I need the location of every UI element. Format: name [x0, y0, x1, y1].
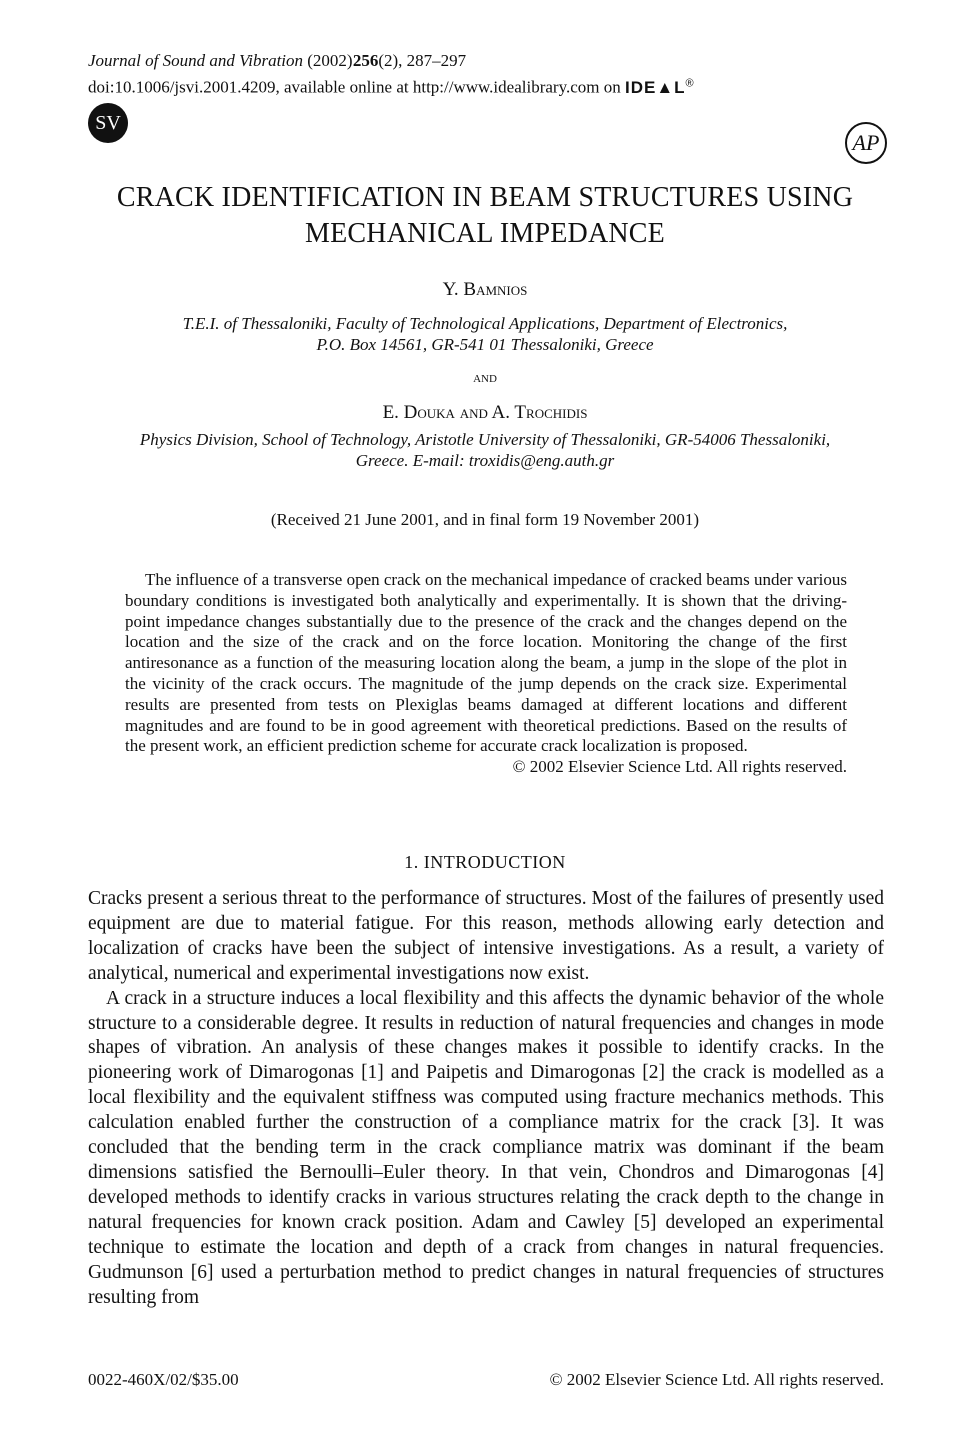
- affiliation-2-line-1: Physics Division, School of Technology, Aristotle University of Thessaloniki, GR-54006 Thessaloniki,: [139, 430, 831, 449]
- author-1: Y. Bamnios: [442, 279, 528, 300]
- journal-volume: 256: [352, 51, 379, 70]
- intro-paragraph-1: Cracks present a serious threat to the performance of structures. Most of the failures of presently used equipment are due to material fatigue. For this reason, methods allowing early detection and localization of cracks have been the subject of intensive investigations. As a result, a variety of analytical, numerical and experimental investigations now exist.: [88, 888, 884, 984]
- abstract-text: The influence of a transverse open crack on the mechanical impedance of cracked beams under various boundary conditions is investigated both analytically and experimentally. It is shown that the driving-point impedance changes substantially due to the presence of the crack and the changes depend on the location and the size of the crack and on the force location. Monitoring the change of the first antiresonance as a function of the measuring location along the beam, a jump in the slope of the plot in the vicinity of the crack occurs. The magnitude of the jump depends on the crack size. Experimental results are presented from tests on Plexiglas beams damaged at different locations and different magnitudes and are found to be in good agreement with theoretical predictions. Based on the results of the present work, an efficient prediction scheme for accurate crack localization is proposed.: [125, 570, 847, 756]
- introduction-body: [88, 887, 884, 1310]
- ideal-logo: IDE▲L®: [624, 77, 695, 97]
- affiliation-2-line-2: Greece. E-mail: troxidis@eng.auth.gr: [355, 451, 615, 470]
- intro-paragraph-2: A crack in a structure induces a local flexibility and this affects the dynamic behavior of the whole structure to a considerable degree. It results in reduction of natural frequencies and changes in mode shapes of vibration. An analysis of these changes makes it possible to identify cracks. In the pioneering work of Dimarogonas [1] and Paipetis and Dimarogonas [2] the crack is modelled as a local flexibility and the equivalent stiffness was computed using fracture mechanics methods. This calculation enabled further the construction of a compliance matrix for the crack [3]. It was concluded that the bending term in the crack compliance matrix was dominant if the beam dimensions satisfied the Bernoulli–Euler theory. In that vein, Chondros and Dimarogonas [4] developed methods to identify cracks in various structures relating the crack depth to the change in natural frequencies for known crack position. Adam and Cawley [5] developed an experimental technique to estimate the location and depth of a crack from changes in natural frequencies. Gudmunson [6] used a perturbation method to predict changes in natural frequencies of structures resulting from: [88, 987, 884, 1308]
- affiliation-1-line-2: P.O. Box 14561, GR-541 01 Thessaloniki, Greece: [316, 335, 654, 354]
- title-line-1: CRACK IDENTIFICATION IN BEAM STRUCTURES USING: [116, 182, 854, 213]
- abstract-copyright: © 2002 Elsevier Science Ltd. All rights reserved.: [512, 757, 847, 777]
- ap-logo: AP: [845, 122, 887, 164]
- authors-2: E. Douka and A. Trochidis: [382, 402, 588, 423]
- sv-logo: SV: [88, 103, 128, 143]
- title-line-2: MECHANICAL IMPEDANCE: [305, 218, 665, 249]
- and-separator: and: [473, 370, 497, 386]
- doi-line: doi:10.1006/jsvi.2001.4209, available online at http://www.idealibrary.com on: [88, 77, 621, 97]
- footer-copyright: © 2002 Elsevier Science Ltd. All rights reserved.: [549, 1370, 884, 1389]
- journal-issue-pages: (2), 287–297: [378, 51, 467, 70]
- affiliation-1: [60, 313, 910, 355]
- abstract: [125, 570, 847, 778]
- paper-title: [60, 180, 910, 252]
- footer-issn-price: 0022-460X/02/$35.00: [88, 1370, 239, 1389]
- journal-year: (2002): [307, 51, 353, 70]
- received-dates: (Received 21 June 2001, and in final form 19 November 2001): [270, 510, 700, 529]
- affiliation-1-line-1: T.E.I. of Thessaloniki, Faculty of Technological Applications, Department of Electronics,: [182, 314, 788, 333]
- journal-name: Journal of Sound and Vibration: [88, 51, 304, 70]
- journal-header: [88, 50, 695, 99]
- affiliation-2: [60, 429, 910, 471]
- section-heading-introduction: 1. INTRODUCTION: [404, 852, 566, 872]
